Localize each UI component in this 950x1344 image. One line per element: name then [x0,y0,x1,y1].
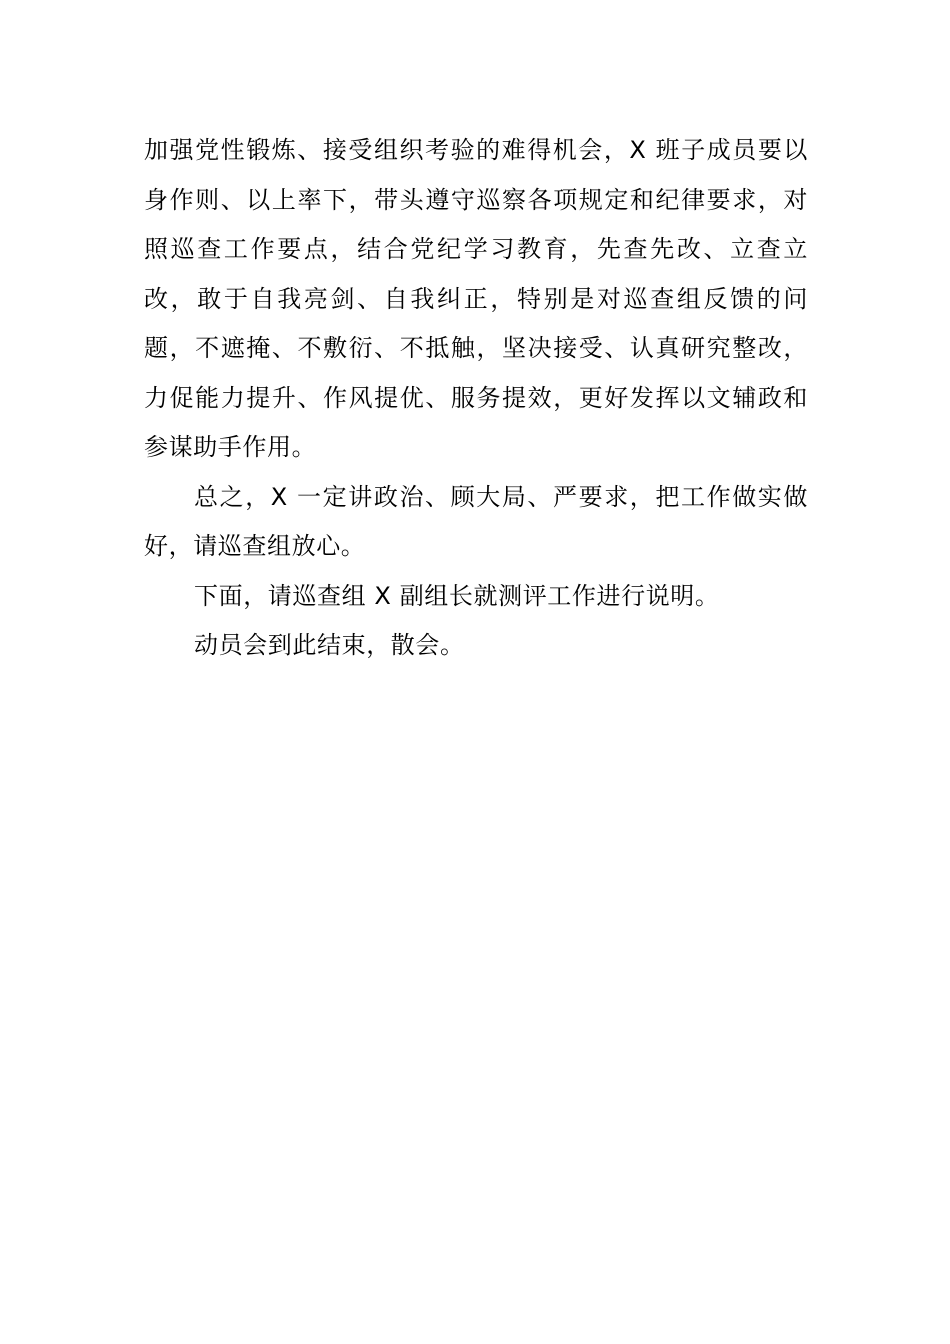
paragraph-continuation: 加强党性锻炼、接受组织考验的难得机会，X 班子成员要以身作则、以上率下，带头遵守巡察各项规定和纪律要求，对照巡查工作要点，结合党纪学习教育，先查先改、立查立改，敢于自我亮剑、自我纠正，特别是对巡查组反馈的问题，不遮掩、不敷衍、不抵触，坚决接受、认真研究整改，力促能力提升、作风提优、服务提效，更好发挥以文辅政和参谋助手作用。 [144,136,808,461]
paragraph-next-speaker: 下面，请巡查组 X 副组长就测评工作进行说明。 [194,581,720,610]
paragraph-summary: 总之，X 一定讲政治、顾大局、严要求，把工作做实做好，请巡查组放心。 [144,482,808,560]
document-body [144,126,808,671]
paragraph-closing: 动员会到此结束，散会。 [194,631,465,659]
